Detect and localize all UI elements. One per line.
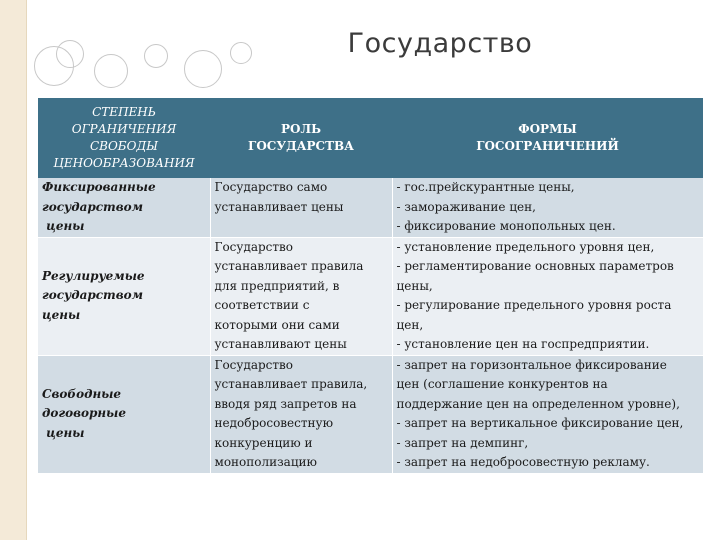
decorative-circle [184,50,222,88]
state-role-cell: Государство устанавливает правила, вводя ряд запретов на недобросовестную конкуренцию и монополизацию [210,355,392,473]
table-row [38,178,703,237]
decorative-circle [144,44,168,68]
state-role-cell: Государство устанавливает правила для предприятий, в соответствии с которыми они сами устанавливают цены [210,237,392,355]
price-regulation-table [38,98,703,473]
header-state-role: РОЛЬ ГОСУДАРСТВА [210,98,392,178]
slide-title: Государство [347,28,533,59]
state-role-cell: Государство само устанавливает цены [210,178,392,237]
table-header-row [38,98,703,178]
table-row [38,237,703,355]
table-row [38,355,703,473]
price-kind-cell: Свободные договорные цены [38,355,210,473]
decorative-circles [34,40,258,90]
decorative-circle [56,40,84,68]
price-kind-cell: Фиксированные государством цены [38,178,210,237]
price-kind-cell: Регулируемые государством цены [38,237,210,355]
restriction-forms-cell: - установление предельного уровня цен, - регламентирование основных параметров цены, - регулирование предельного уровня роста цен, - установление цен на госпредприятии. [392,237,703,355]
decorative-circle [94,54,128,88]
header-price-freedom: СТЕПЕНЬ ОГРАНИЧЕНИЯ СВОБОДЫ ЦЕНООБРАЗОВАНИЯ [38,98,210,178]
left-decorative-strip [0,0,27,540]
header-restriction-forms: ФОРМЫ ГОСОГРАНИЧЕНИЙ [392,98,703,178]
restriction-forms-cell: - запрет на горизонтальное фиксирование цен (соглашение конкурентов на поддержание цен на определенном уровне), - запрет на вертикальное фиксирование цен, - запрет на демпинг, - запрет на недобросовестную рекламу. [392,355,703,473]
restriction-forms-cell: - гос.прейскурантные цены, - замораживание цен, - фиксирование монопольных цен. [392,178,703,237]
